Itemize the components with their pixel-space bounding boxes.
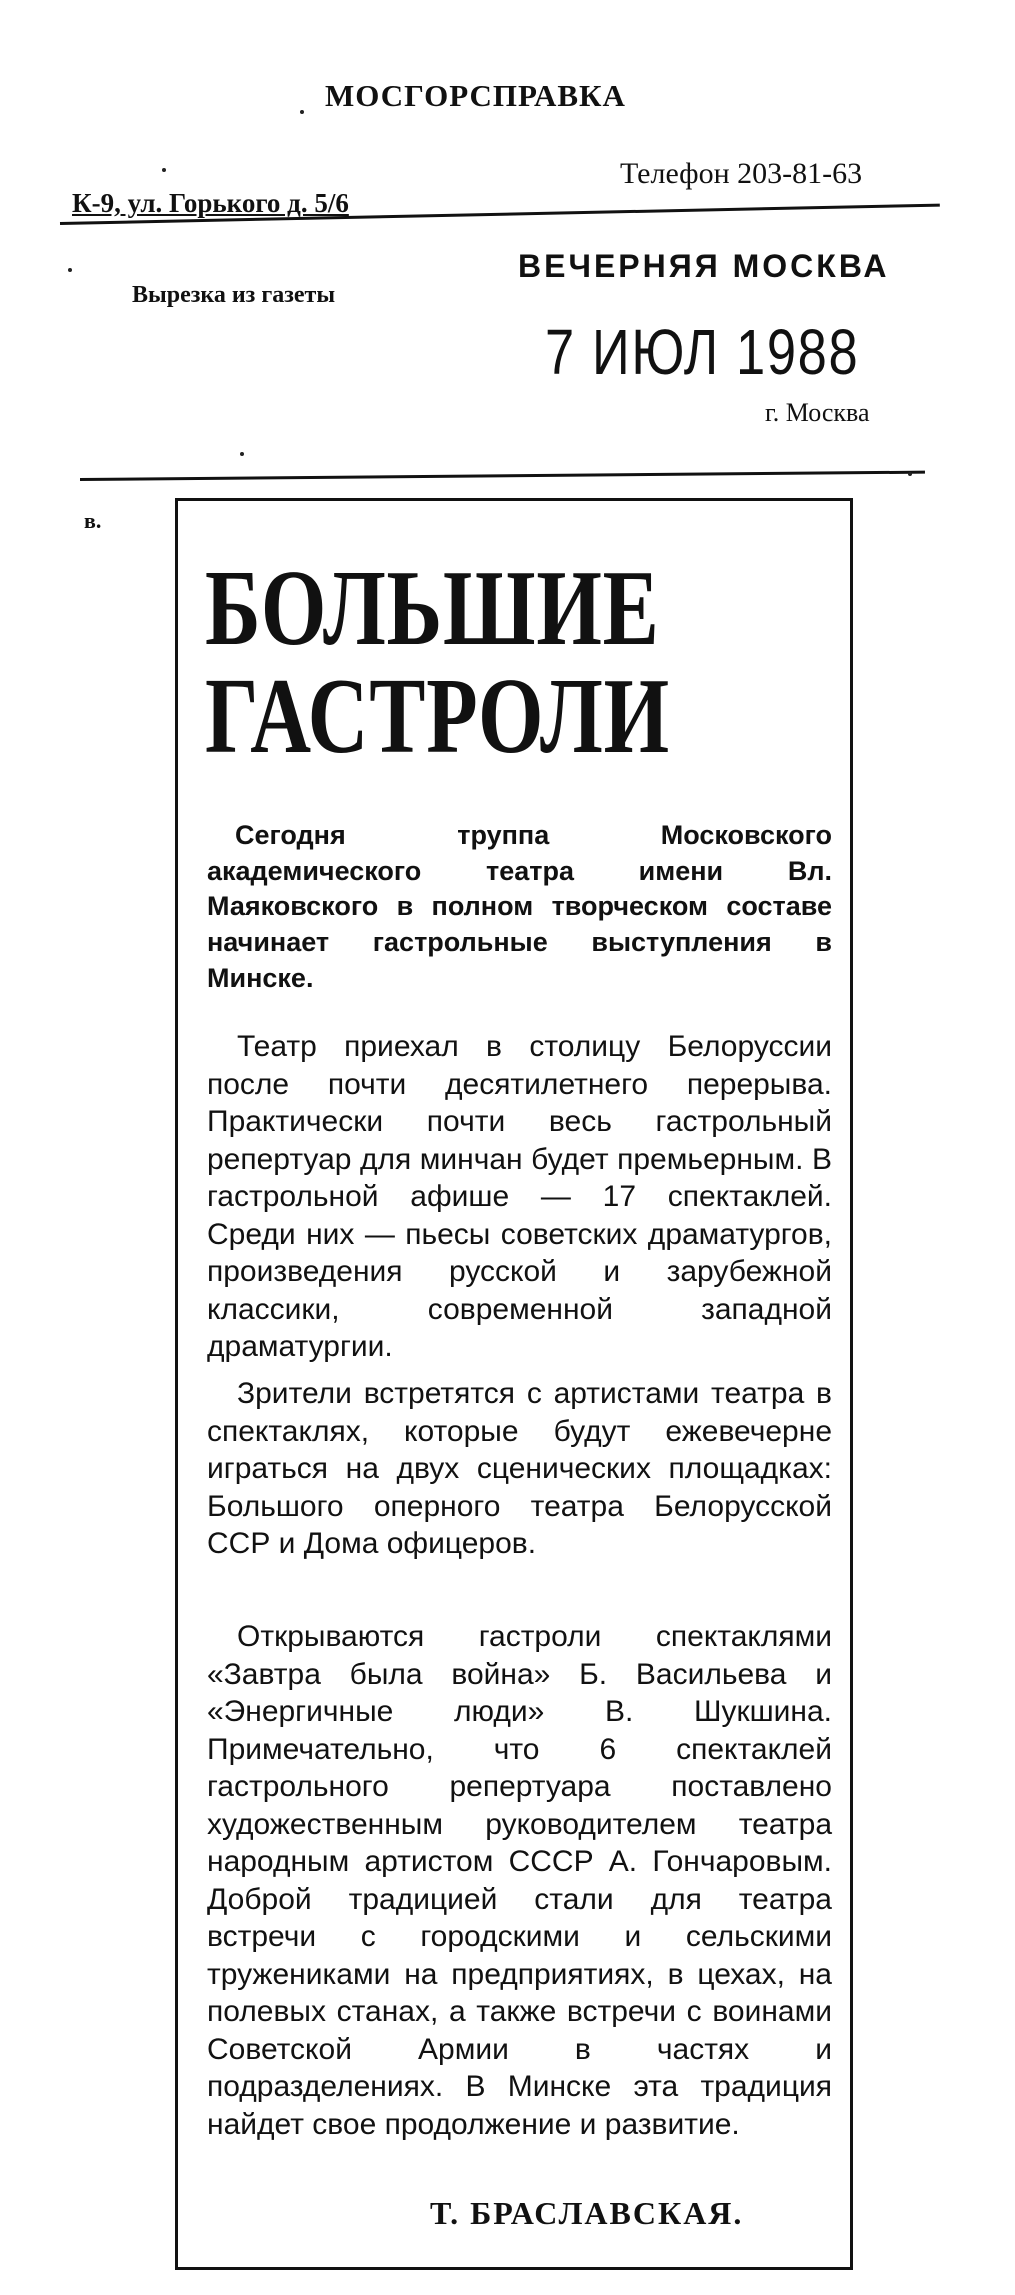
print-speck xyxy=(68,268,72,272)
author-signature: Т. БРАСЛАВСКАЯ. xyxy=(430,2195,744,2231)
headline-line-1: БОЛЬШИЕ xyxy=(205,549,660,668)
headline-line-2: ГАСТРОЛИ xyxy=(205,657,670,776)
clipping-divider xyxy=(80,471,925,481)
date-stamp: 7 ИЮЛ 1988 xyxy=(545,316,860,388)
article-paragraph-2: Зрители встретятся с артистами театра в спектаклях, которые будут ежевечерне играться на двух сценических площадках: Большого оперного театра Белорусской ССР и Дома офицеров. xyxy=(207,1377,832,1560)
section-marker: в. xyxy=(84,508,102,533)
clipping-label: Вырезка из газеты xyxy=(132,282,336,308)
print-speck xyxy=(300,110,304,114)
phone-number: Телефон 203-81-63 xyxy=(620,157,863,190)
article-headline xyxy=(205,549,689,776)
article-paragraph-1: Театр приехал в столицу Белоруссии после почти десятилетнего перерыва. Практически почти весь гастрольный репертуар для минчан будет премьерным. В гастрольной афише — 17 спектаклей. Среди них — пьесы советских драматургов, произведения русской и зарубежной классики, современной западной драматургии. xyxy=(207,1030,832,1363)
article-lead: Сегодня труппа Московского академического театра имени Вл. Маяковского в полном творческом составе начинает гастрольные выступления в Минске. xyxy=(207,820,832,993)
print-speck xyxy=(908,472,912,476)
article-paragraph-3: Открываются гастроли спектаклями «Завтра была война» Б. Васильева и «Энергичные люди» В. Шукшина. Примечательно, что 6 спектаклей гастрольного репертуара поставлено художественным руководителем театра народным артистом СССР А. Гончаровым. Доброй традицией стали для театра встречи с городскими и сельскими тружениками на предприятиях, в цехах, на полевых станах, а также встречи с воинами Советской Армии в частях и подразделениях. В Минске эта традиция найдет свое продолжение и развитие. xyxy=(207,1620,832,2141)
bureau-address: К-9, ул. Горького д. 5/6 xyxy=(72,188,349,218)
print-speck xyxy=(240,452,244,456)
bureau-name: МОСГОРСПРАВКА xyxy=(325,78,626,113)
newspaper-name: ВЕЧЕРНЯЯ МОСКВА xyxy=(518,248,890,284)
print-speck xyxy=(162,168,166,172)
city-label: г. Москва xyxy=(765,398,870,427)
